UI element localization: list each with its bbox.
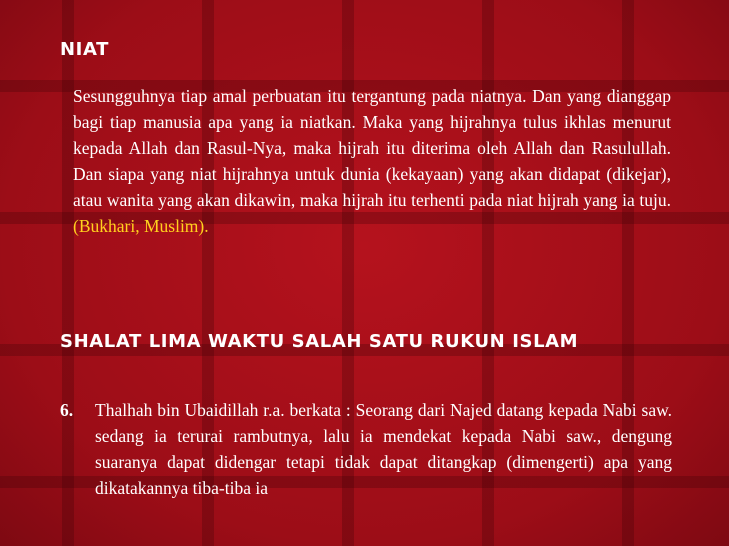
section-title-shalat: SHALAT LIMA WAKTU SALAH SATU RUKUN ISLAM bbox=[60, 331, 579, 352]
list-item-text: Thalhah bin Ubaidillah r.a. berkata : Seorang dari Najed datang kepada Nabi saw. sedang ia terurai rambutnya, lalu ia mendekat kepada Nabi saw., dengung suaranya dapat didengar tetapi tidak dapat ditangkap (dimengerti) apa yang dikatakannya tiba-tiba ia bbox=[95, 400, 672, 498]
section-title-niat: NIAT bbox=[60, 39, 109, 60]
hadith-text: Sesungguhnya tiap amal perbuatan itu tergantung pada niatnya. Dan yang dianggap bagi tiap manusia apa yang ia niatkan. Maka yang hijrahnya tulus ikhlas menurut kepada Allah dan Rasul-Nya, maka hijrah itu diterima oleh Allah dan Rasulullah. Dan siapa yang niat hijrahnya untuk dunia (kekayaan) yang akan didapat (dikejar), atau wanita yang akan dikawin, maka hijrah itu terhenti pada niat hijrah yang ia tuju. bbox=[73, 86, 671, 210]
hadith-paragraph-niat bbox=[73, 83, 671, 239]
list-item-number: 6. bbox=[60, 400, 74, 420]
hadith-citation: (Bukhari, Muslim). bbox=[73, 216, 209, 236]
